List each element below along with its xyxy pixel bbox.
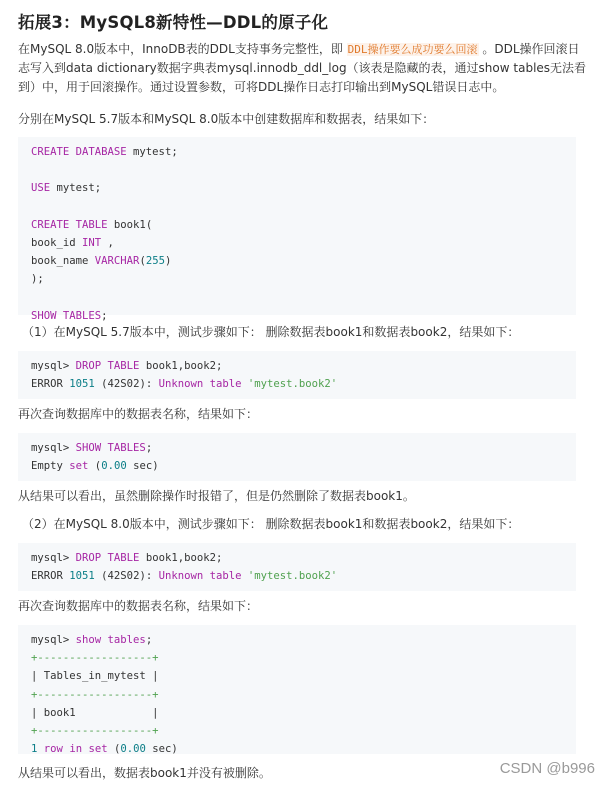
code-line: USE mytest; — [31, 182, 102, 195]
code-line: book_id INT , — [31, 236, 114, 249]
section-heading: 拓展3：MySQL8新特性—DDL的原子化 — [18, 13, 329, 32]
code-line-table-border: +------------------+ — [31, 724, 159, 737]
code-line: ERROR 1051 (42S02): Unknown table 'mytest.book2' — [31, 570, 338, 583]
code-line: ); — [31, 273, 44, 286]
code-line-table-border: +------------------+ — [31, 652, 159, 665]
code-line: mysql> SHOW TABLES; — [31, 442, 153, 454]
result-paragraph-2: 从结果可以看出，数据表book1并没有被删除。 — [18, 766, 271, 780]
code-line-blank — [31, 198, 563, 216]
intro-text-1: 在MySQL 8.0版本中，InnoDB表的DDL支持事务完整性，即 — [18, 42, 347, 56]
step-mysql80-paragraph: （2）在MySQL 8.0版本中，测试步骤如下： 删除数据表book1和数据表book2，结果如下： — [22, 517, 520, 531]
code-line-table-header: | Tables_in_mytest | — [31, 670, 159, 683]
query-tables-paragraph-2: 再次查询数据库中的数据表名称，结果如下： — [18, 599, 259, 613]
code-line: CREATE DATABASE mytest; — [31, 146, 178, 158]
code-line: mysql> DROP TABLE book1,book2; — [31, 552, 223, 564]
code-line: 1 row in set (0.00 sec) — [31, 743, 178, 756]
code-block-create[interactable] — [18, 137, 576, 322]
create-db-paragraph: 分别在MySQL 5.7版本和MySQL 8.0版本中创建数据库和数据表，结果如下： — [18, 112, 435, 126]
code-line: mysql> show tables; — [31, 634, 153, 646]
step-mysql57-paragraph: （1）在MySQL 5.7版本中，测试步骤如下： 删除数据表book1和数据表book2，结果如下： — [22, 325, 520, 339]
intro-paragraph — [18, 40, 590, 97]
code-line-table-border: +------------------+ — [31, 688, 159, 701]
query-tables-paragraph-1: 再次查询数据库中的数据表名称，结果如下： — [18, 407, 259, 421]
code-line: book_name VARCHAR(255) — [31, 255, 172, 268]
result-paragraph-1: 从结果可以看出，虽然删除操作时报错了，但是仍然删除了数据表book1。 — [18, 489, 415, 503]
code-block-drop-80[interactable] — [18, 543, 576, 591]
code-line: mysql> DROP TABLE book1,book2; — [31, 360, 223, 372]
csdn-watermark: CSDN @b996 — [499, 760, 595, 777]
code-line: SHOW TABLES; — [31, 309, 108, 322]
code-line: Empty set (0.00 sec) — [31, 460, 159, 473]
code-line-blank — [31, 161, 563, 179]
code-block-drop-57[interactable] — [18, 351, 576, 399]
code-line: CREATE TABLE book1( — [31, 218, 153, 231]
code-line-blank — [31, 289, 563, 307]
code-line-table-row: | book1 | — [31, 706, 159, 719]
code-block-show-80[interactable] — [18, 625, 576, 754]
inline-code-highlight: DDL操作要么成功要么回滚 — [347, 43, 478, 56]
code-line: ERROR 1051 (42S02): Unknown table 'mytest.book2' — [31, 378, 338, 391]
intro-text-2: 。DDL操作回滚日志写入到data dictionary数据字典表mysql.innodb_ddl_log（该表是隐藏的表，通过show tables无法看到）中，用于回滚操作。通过设置参数，可将DDL操作日志打印输出到MySQL错误日志中。 — [18, 42, 587, 94]
code-block-show-57[interactable] — [18, 433, 576, 481]
